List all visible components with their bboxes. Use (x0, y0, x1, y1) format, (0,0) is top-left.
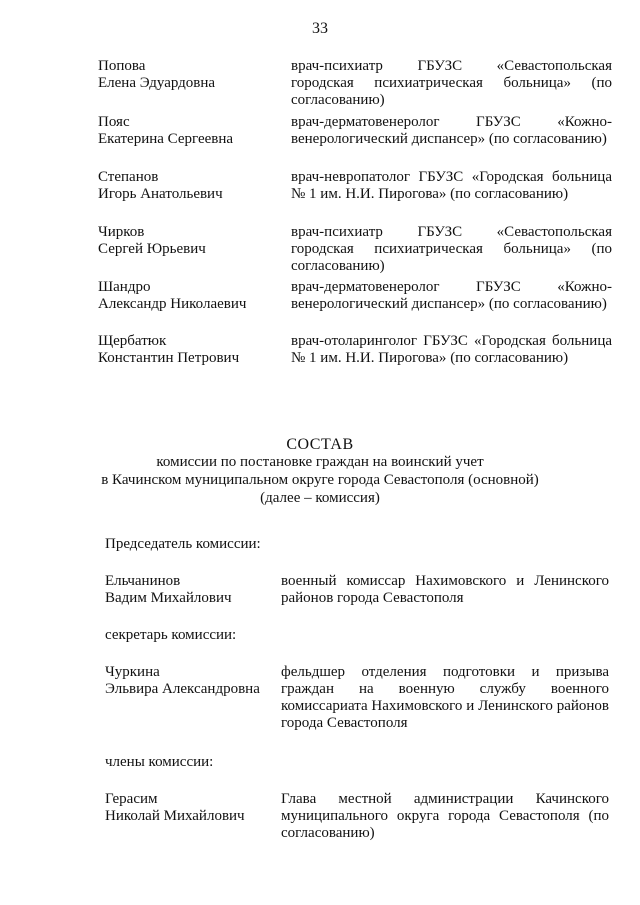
position-line: больница № 1 им. Н.И. Пирогова» (291, 333, 612, 366)
member-name (98, 169, 283, 203)
page-number: 33 (312, 20, 328, 37)
composition-subtitle-line: (далее – комиссия) (260, 490, 380, 506)
role-label-secretary: секретарь комиссии: (105, 627, 237, 643)
member-position (291, 114, 612, 148)
member-name (98, 279, 283, 313)
member-position (281, 664, 609, 732)
role-label-chairman: Председатель комиссии: (105, 536, 261, 552)
member-surname: Герасим (105, 791, 158, 807)
position-line: врач-отоларинголог ГБУЗС «Городская (291, 333, 546, 349)
member-given-names: Константин Петрович (98, 350, 240, 366)
composition-title (0, 436, 640, 508)
member-name (105, 664, 290, 698)
position-line: Глава местной администрации Качинского (281, 791, 609, 807)
position-line: (по согласованию) (281, 808, 609, 841)
member-given-names: Александр Николаевич (98, 296, 247, 312)
position-line: граждан на военную службу военного (281, 681, 609, 697)
position-line: врач-дерматовенеролог ГБУЗС «Кожно- (291, 114, 612, 130)
position-line: венерологический диспансер» (по согласованию) (291, 131, 607, 147)
member-name (98, 58, 283, 92)
position-line: районов города Севастополя (281, 590, 464, 606)
member-given-names: Сергей Юрьевич (98, 241, 206, 257)
position-line: венерологический диспансер» (по согласованию) (291, 296, 607, 312)
member-surname: Ельчанинов (105, 573, 181, 589)
position-line: районов города Севастополя (281, 698, 609, 731)
member-position (291, 333, 612, 367)
position-line: комиссариата Нахимовского и Ленинского (281, 698, 553, 714)
member-surname: Пояс (98, 114, 130, 130)
member-name (98, 224, 283, 258)
member-name (98, 114, 283, 148)
member-surname: Попова (98, 58, 146, 74)
position-line: военный комиссар Нахимовского и Ленинского (281, 573, 609, 589)
position-line: (по согласованию) (450, 350, 569, 366)
composition-heading: СОСТАВ (286, 436, 354, 453)
composition-subtitle-line: в Качинском муниципальном округе города Севастополя (основной) (101, 472, 539, 488)
member-given-names: Эльвира Александровна (105, 681, 260, 697)
position-line: муниципального округа города Севастополя (281, 808, 580, 824)
member-name (105, 573, 290, 607)
member-position (281, 573, 609, 607)
member-surname: Шандро (98, 279, 151, 295)
role-label-members: члены комиссии: (105, 754, 214, 770)
position-line: психиатрическая больница» (по согласованию) (291, 75, 612, 108)
member-position (291, 169, 612, 203)
member-given-names: Екатерина Сергеевна (98, 131, 234, 147)
member-position (291, 224, 612, 275)
position-line: № 1 им. Н.И. Пирогова» (по согласованию) (291, 186, 569, 202)
position-line: психиатрическая больница» (по согласованию) (291, 241, 612, 274)
member-position (281, 791, 609, 842)
position-line: фельдшер отделения подготовки и призыва (281, 664, 609, 680)
member-position (291, 58, 612, 109)
position-line: врач-дерматовенеролог ГБУЗС «Кожно- (291, 279, 612, 295)
composition-subtitle-line: комиссии по постановке граждан на воинский учет (156, 454, 484, 470)
member-position (291, 279, 612, 313)
member-name (98, 333, 283, 367)
member-given-names: Игорь Анатольевич (98, 186, 223, 202)
member-given-names: Вадим Михайлович (105, 590, 232, 606)
member-given-names: Николай Михайлович (105, 808, 245, 824)
member-surname: Щербатюк (98, 333, 167, 349)
member-surname: Степанов (98, 169, 159, 185)
member-surname: Чирков (98, 224, 145, 240)
position-line: врач-психиатр ГБУЗС «Севастопольская городская (291, 224, 612, 257)
position-line: врач-невропатолог ГБУЗС «Городская больница (291, 169, 612, 185)
member-surname: Чуркина (105, 664, 160, 680)
member-name (105, 791, 290, 825)
member-given-names: Елена Эдуардовна (98, 75, 216, 91)
position-line: врач-психиатр ГБУЗС «Севастопольская городская (291, 58, 612, 91)
